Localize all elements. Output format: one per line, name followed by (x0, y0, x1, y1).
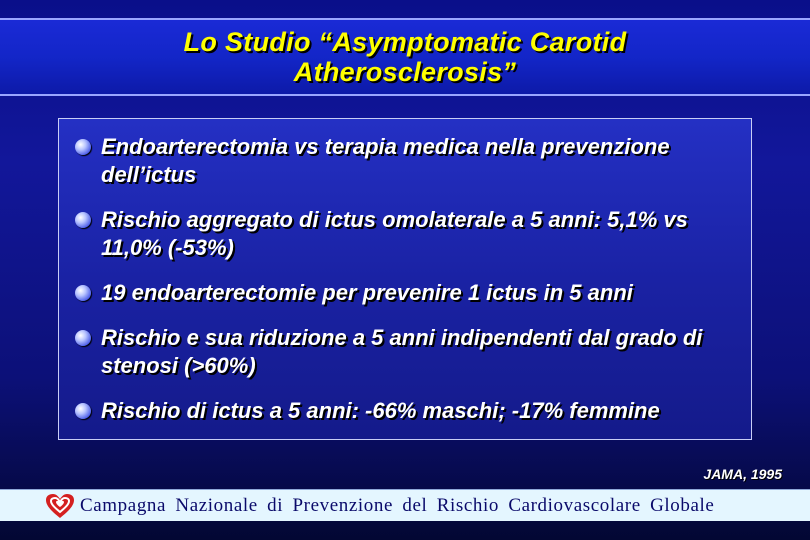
footer-text: Campagna Nazionale di Prevenzione del Rischio Cardiovascolare Globale (80, 494, 715, 516)
bullet-item (75, 324, 735, 380)
footer-band (0, 489, 810, 521)
bullet-icon (75, 330, 91, 346)
bullet-icon (75, 403, 91, 419)
bullet-text: Rischio aggregato di ictus omolaterale a 5 anni: 5,1% vs 11,0% (-53%) (101, 207, 688, 260)
bullet-item (75, 206, 735, 262)
bullet-item (75, 397, 735, 425)
bullet-item (75, 279, 735, 307)
bullet-icon (75, 212, 91, 228)
slide-title-line-1: Lo Studio “Asymptomatic Carotid (183, 27, 627, 57)
heart-logo-icon (44, 492, 76, 520)
bullet-text: Rischio di ictus a 5 anni: -66% maschi; -17% femmine (101, 398, 660, 423)
bullet-icon (75, 285, 91, 301)
bullet-icon (75, 139, 91, 155)
bullet-text: Rischio e sua riduzione a 5 anni indipendenti dal grado di stenosi (>60%) (101, 325, 703, 378)
bullet-text: 19 endoarterectomie per prevenire 1 ictus in 5 anni (101, 280, 633, 305)
slide-title-line-2: Atherosclerosis” (293, 57, 517, 87)
source-citation: JAMA, 1995 (703, 466, 782, 482)
bullet-list (59, 119, 751, 425)
title-band (0, 18, 810, 96)
bullet-item (75, 133, 735, 189)
bullet-text: Endoarterectomia vs terapia medica nella prevenzione dell’ictus (101, 134, 670, 187)
content-box (58, 118, 752, 440)
